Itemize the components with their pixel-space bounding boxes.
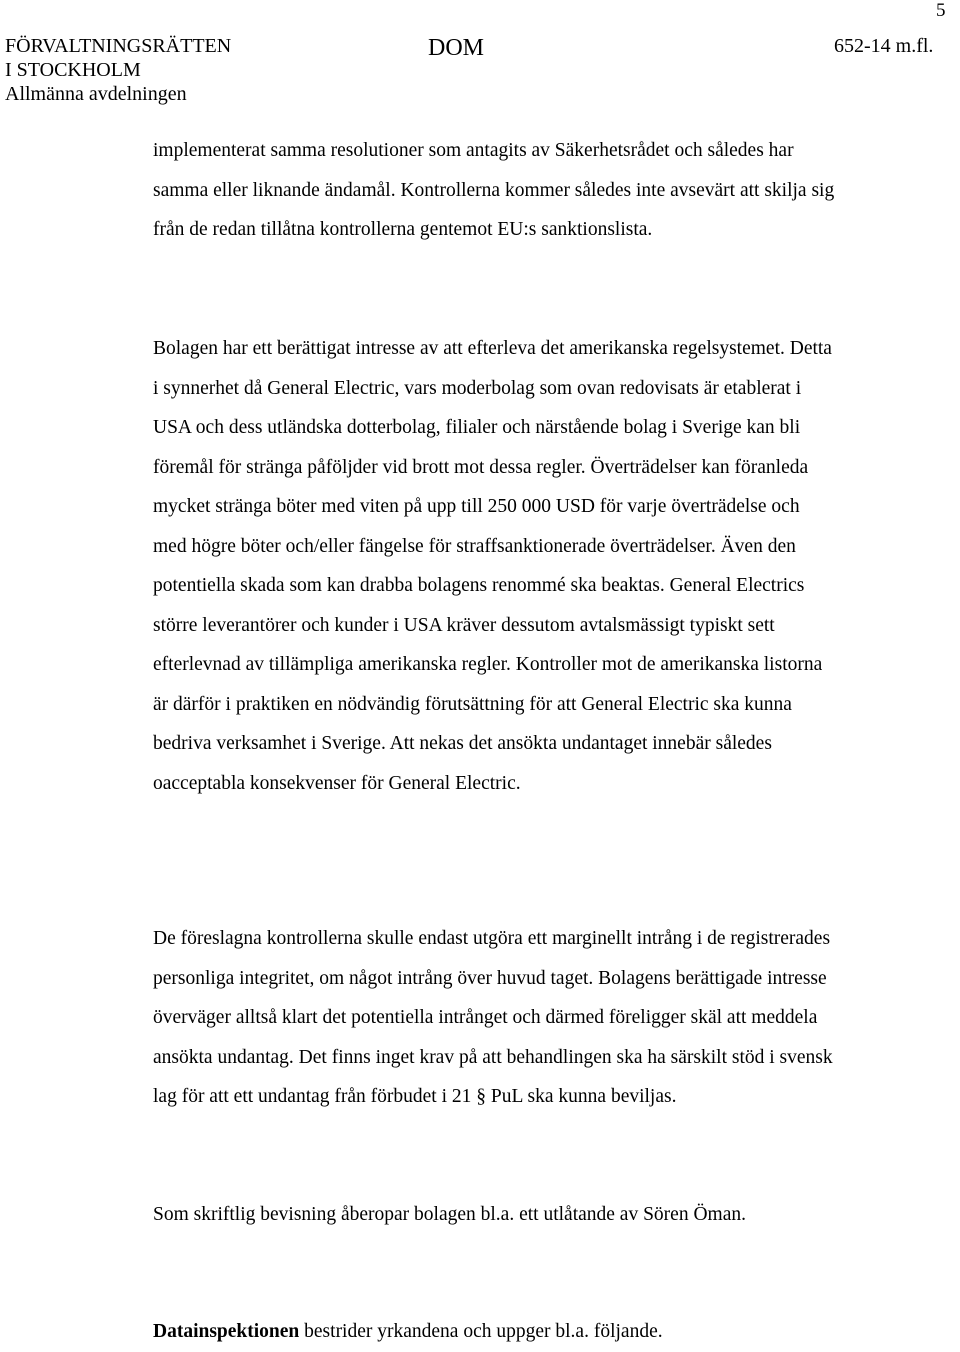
court-name-line2: I STOCKHOLM <box>5 59 141 81</box>
court-name-line1: FÖRVALTNINGSRÄTTEN <box>5 35 232 57</box>
paragraph-2 <box>153 329 837 803</box>
document-type: DOM <box>428 35 485 61</box>
paragraph-1 <box>153 131 837 250</box>
paragraph-1-text: implementerat samma resolutioner som antagits av Säkerhetsrådet och således har samma eller liknande ändamål. Kontrollerna kommer således inte avsevärt att skilja sig från de redan tillåtna kontrollerna gentemot EU:s sanktionslista. <box>153 140 835 240</box>
paragraph-3 <box>153 919 837 1117</box>
paragraph-5-rest: bestrider yrkandena och uppger bl.a. följande. <box>299 1321 663 1342</box>
page-number: 5 <box>936 0 946 21</box>
paragraph-3-text: De föreslagna kontrollerna skulle endast utgöra ett marginellt intrång i de registrerades personliga integritet, om något intrång över huvud taget. Bolagens berättigade intresse överväger alltså klart det potentiella intrånget och därmed föreligger skäl att meddela ansökta undantag. Det finns inget krav på att behandlingen ska ha särskilt stöd i svensk lag för att ett undantag från förbudet i 21 § PuL ska kunna beviljas. <box>153 928 833 1107</box>
paragraph-4-text: Som skriftlig bevisning åberopar bolagen bl.a. ett utlåtande av Sören Öman. <box>153 1204 746 1225</box>
division-name: Allmänna avdelningen <box>5 83 187 105</box>
case-number: 652-14 m.fl. <box>834 35 934 57</box>
paragraph-4 <box>153 1195 837 1235</box>
paragraph-5-text <box>153 1312 837 1352</box>
party-name: Datainspektionen <box>153 1321 300 1342</box>
paragraph-2-text: Bolagen har ett berättigat intresse av att efterleva det amerikanska regelsystemet. Detta i synnerhet då General Electric, vars moderbolag som ovan redovisats är etablerat i USA och dess utländska dotterbolag, filialer och närstående bolag i Sverige kan bli föremål för stränga påföljder vid brott mot dessa regler. Överträdelser kan föranleda mycket stränga böter med viten på upp till 250 000 USD för varje överträdelse och med högre böter och/eller fängelse för straffsanktionerade överträdelser. Även den potentiella skada som kan drabba bolagens renommé ska beaktas. General Electrics större leverantörer och kunder i USA kräver dessutom avtalsmässigt typiskt sett efterlevnad av tillämpliga amerikanska regler. Kontroller mot de amerikanska listorna är därför i praktiken en nödvändig förutsättning för att General Electric ska kunna bedriva verksamhet i Sverige. Att nekas det ansökta undantaget innebär således oacceptabla konsekvenser för General Electric. <box>153 338 832 794</box>
court-name <box>5 34 231 106</box>
paragraph-5 <box>153 1312 837 1352</box>
